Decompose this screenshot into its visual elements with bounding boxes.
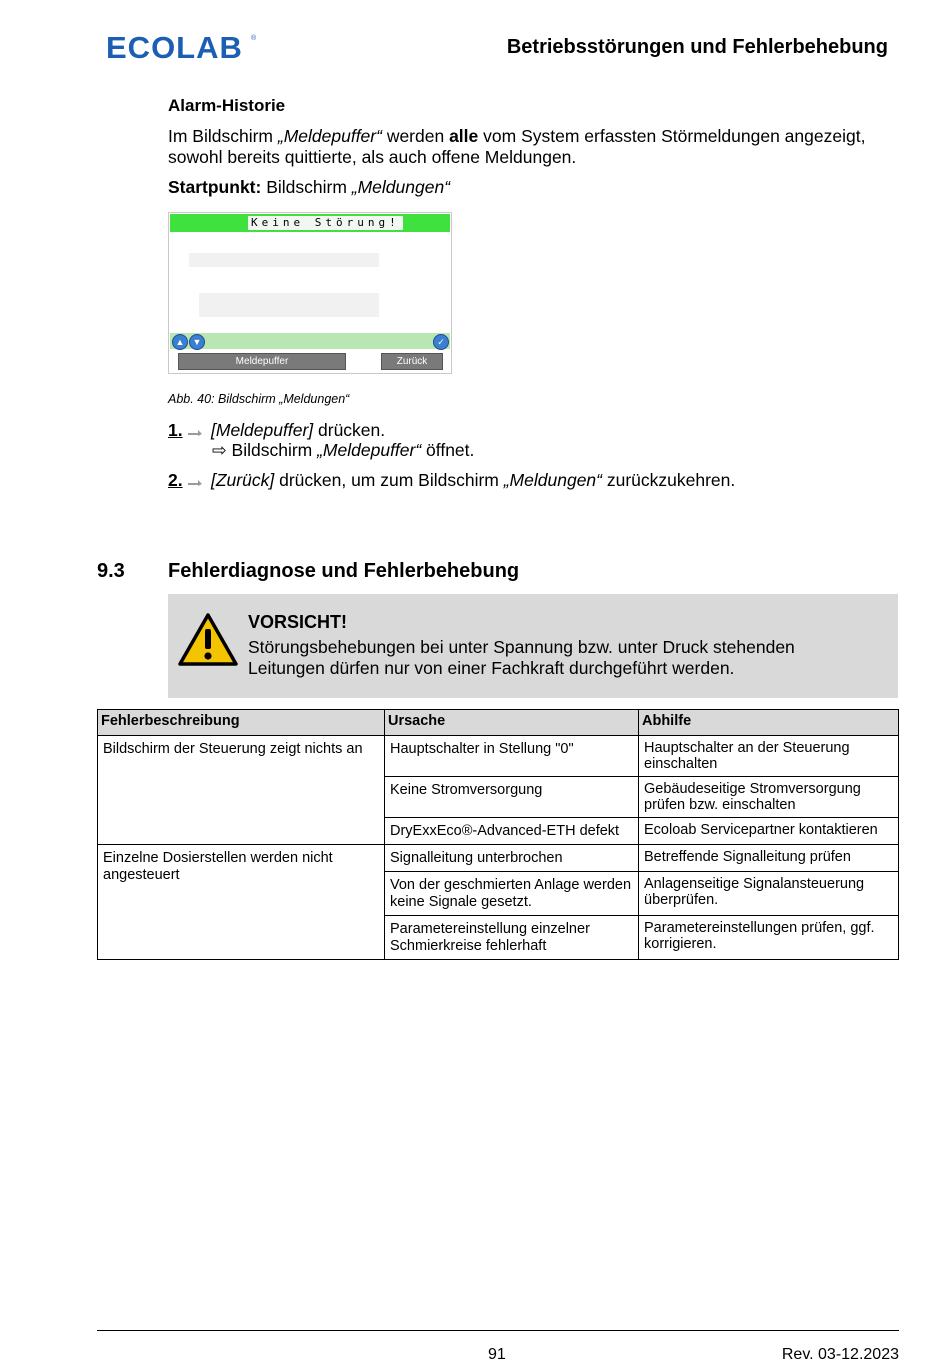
description-cell: Einzelne Dosierstellen werden nicht angesteuert <box>98 845 385 960</box>
remedy-cell: Gebäudeseitige Stromversorgung prüfen bzw. einschalten <box>639 777 899 818</box>
result-arrow-icon: ⇨ <box>212 440 227 460</box>
arrow-down-icon[interactable]: ▼ <box>189 334 205 350</box>
warning-triangle-icon <box>177 612 239 668</box>
table-row <box>98 845 899 872</box>
remedy-cell: Betreffende Signalleitung prüfen <box>639 845 899 872</box>
status-bar <box>170 214 450 232</box>
cause-cell: Von der geschmierten Anlage werden keine Signale gesetzt. <box>385 872 639 916</box>
section-number: 9.3 <box>97 560 125 582</box>
figure-caption: Abb. 40: Bildschirm „Meldungen“ <box>168 392 350 406</box>
svg-text:®: ® <box>251 35 256 42</box>
remedy-cell: Parametereinstellungen prüfen, ggf. korrigieren. <box>639 916 899 960</box>
step-1 <box>168 420 868 442</box>
description-cell: Bildschirm der Steuerung zeigt nichts an <box>98 736 385 845</box>
header-title: Betriebsstörungen und Fehlerbehebung <box>506 36 888 58</box>
arrow-up-icon[interactable]: ▲ <box>172 334 188 350</box>
footer-divider <box>97 1330 899 1331</box>
column-header: Ursache <box>385 710 639 736</box>
cause-cell: Parametereinstellung einzelner Schmierkreise fehlerhaft <box>385 916 639 960</box>
page-number: 91 <box>488 1346 506 1363</box>
status-text: Keine Störung! <box>248 216 403 230</box>
step-arrow-icon <box>188 428 202 436</box>
warning-title: VORSICHT! <box>248 612 347 632</box>
step-text: drücken. <box>313 420 386 440</box>
step-number: 2. <box>168 470 183 490</box>
step-2: 2. [Zurück] drücken, um zum Bildschirm „Meldungen“ zurückzukehren. <box>168 470 736 490</box>
table-row <box>98 736 899 777</box>
scroll-bar <box>170 333 450 349</box>
step-1-result: ⇨ Bildschirm „Meldepuffer“ öffnet. <box>212 440 475 460</box>
column-header: Abhilfe <box>639 710 899 736</box>
remedy-cell: Hauptschalter an der Steuerung einschalten <box>639 736 899 777</box>
warning-box <box>168 594 898 698</box>
intro-paragraph: Im Bildschirm „Meldepuffer“ werden alle vom System erfassten Störmeldungen angezeigt, sowohl bereits quittierte, als auch offene Meldungen. <box>168 126 866 167</box>
step-text-ital: [Meldepuffer] <box>211 420 314 440</box>
screen-meldungen-figure <box>168 212 452 374</box>
column-header: Fehlerbeschreibung <box>98 710 385 736</box>
remedy-cell: Anlagenseitige Signalansteuerung überprüfen. <box>639 872 899 916</box>
subheading-alarm-history: Alarm-Historie <box>168 96 286 115</box>
logo-text: ECOLAB <box>106 30 243 64</box>
back-button[interactable]: Zurück <box>381 353 443 370</box>
cause-cell: Keine Stromversorgung <box>385 777 639 818</box>
cause-cell: Hauptschalter in Stellung "0" <box>385 736 639 777</box>
section-title: Fehlerdiagnose und Fehlerbehebung <box>168 560 520 582</box>
revision-label: Rev. 03-12.2023 <box>781 1346 899 1363</box>
cause-cell: Signalleitung unterbrochen <box>385 845 639 872</box>
remedy-cell: Ecoloab Servicepartner kontaktieren <box>639 818 899 845</box>
ecolab-logo <box>106 30 256 64</box>
startpoint-line: Startpunkt: Bildschirm „Meldungen“ <box>168 177 451 197</box>
troubleshooting-table <box>97 709 899 960</box>
meldepuffer-button[interactable]: Meldepuffer <box>178 353 346 370</box>
step-arrow-icon <box>188 478 202 486</box>
table-header-row <box>98 710 899 736</box>
warning-text: Störungsbehebungen bei unter Spannung bzw. unter Druck stehenden Leitungen dürfen nur von einer Fachkraft durchgeführt werden. <box>248 637 795 678</box>
check-icon[interactable]: ✓ <box>433 334 449 350</box>
cause-cell: DryExxEco®-Advanced-ETH defekt <box>385 818 639 845</box>
step-number: 1. <box>168 420 183 440</box>
